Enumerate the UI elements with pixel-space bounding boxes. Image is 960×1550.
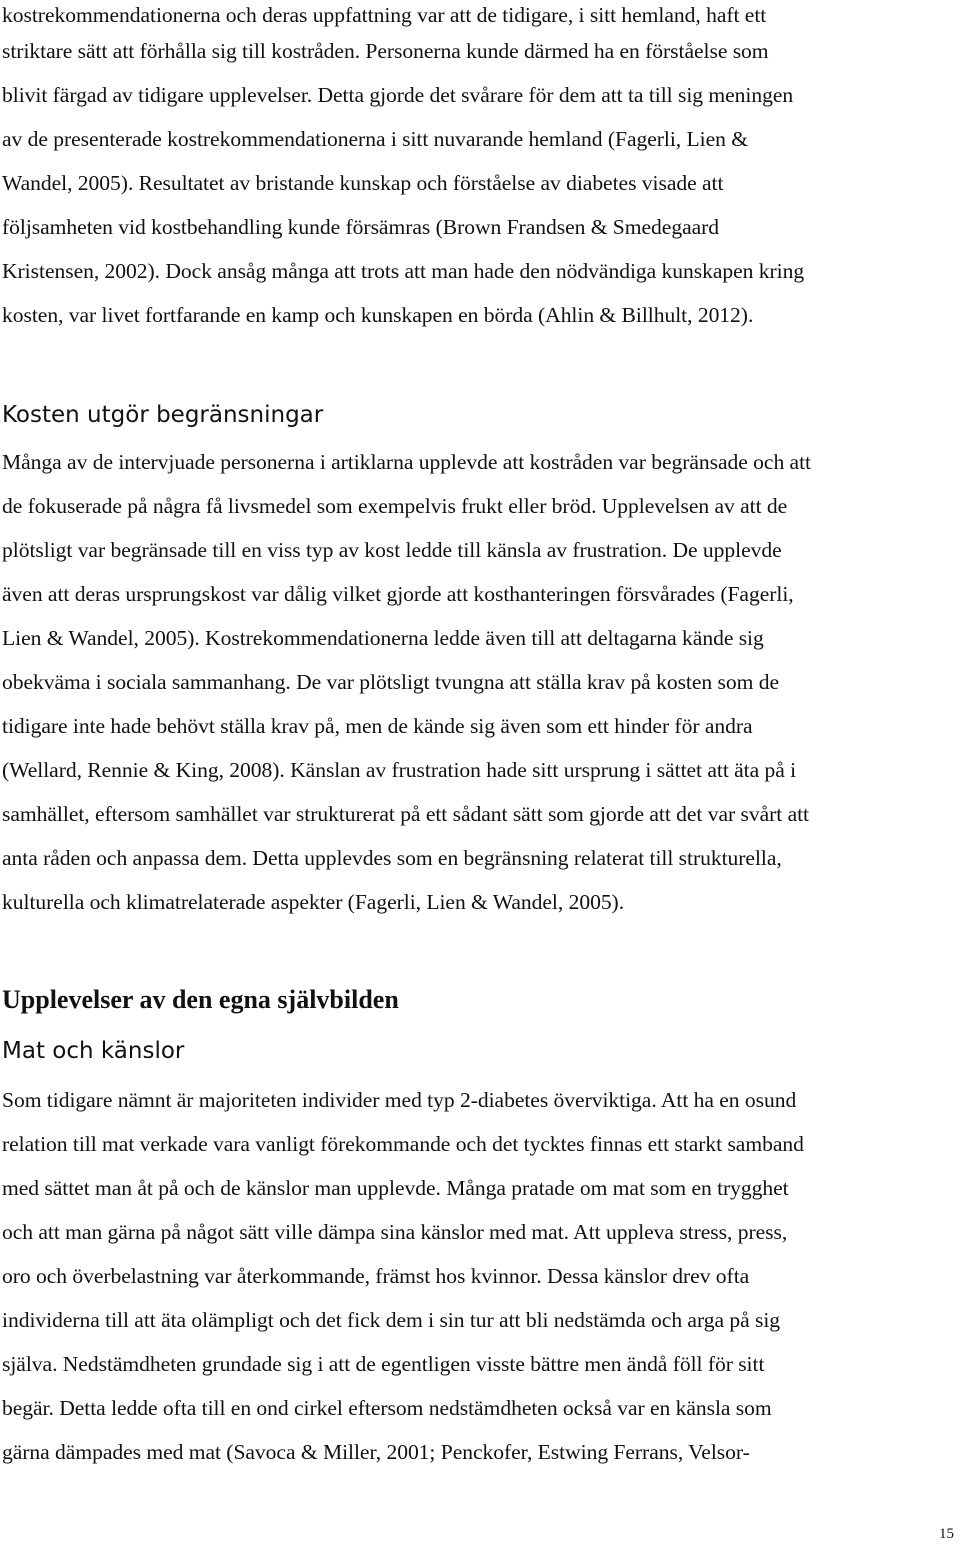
body-text-line: Wandel, 2005). Resultatet av bristande kunskap och förståelse av diabetes visade att: [2, 171, 724, 195]
body-text-line: av de presenterade kostrekommendationerna i sitt nuvarande hemland (Fagerli, Lien &: [2, 127, 748, 151]
body-text-line: relation till mat verkade vara vanligt förekommande och det tycktes finnas ett starkt samband: [2, 1132, 804, 1156]
body-text-line: Många av de intervjuade personerna i artiklarna upplevde att kostråden var begränsade och att: [2, 450, 811, 474]
body-text-line: även att deras ursprungskost var dålig vilket gjorde att kosthanteringen försvårades (Fagerli,: [2, 582, 794, 606]
body-text-line: obekväma i sociala sammanhang. De var plötsligt tvungna att ställa krav på kosten som de: [2, 670, 779, 694]
body-text-line: och att man gärna på något sätt ville dämpa sina känslor med mat. Att uppleva stress, press,: [2, 1220, 788, 1244]
body-text-line: oro och överbelastning var återkommande, främst hos kvinnor. Dessa känslor drev ofta: [2, 1264, 750, 1288]
body-text-line: kosten, var livet fortfarande en kamp och kunskapen en börda (Ahlin & Billhult, 2012).: [2, 303, 754, 327]
body-text-line: Kristensen, 2002). Dock ansåg många att trots att man hade den nödvändiga kunskapen kring: [2, 259, 805, 283]
subsection-heading: Mat och känslor: [2, 1038, 185, 1064]
body-text-line: kostrekommendationerna och deras uppfattning var att de tidigare, i sitt hemland, haft ett: [2, 3, 767, 27]
body-text-line: gärna dämpades med mat (Savoca & Miller, 2001; Penckofer, Estwing Ferrans, Velsor-: [2, 1440, 750, 1464]
section-heading: Upplevelser av den egna självbilden: [2, 985, 399, 1014]
body-text-line: själva. Nedstämdheten grundade sig i att de egentligen visste bättre men ändå föll för sitt: [2, 1352, 765, 1376]
body-text-line: följsamheten vid kostbehandling kunde försämras (Brown Frandsen & Smedegaard: [2, 215, 720, 239]
body-text-line: tidigare inte hade behövt ställa krav på, men de kände sig även som ett hinder för andra: [2, 714, 753, 738]
body-text-line: med sättet man åt på och de känslor man upplevde. Många pratade om mat som en trygghet: [2, 1176, 789, 1200]
page-number: 15: [939, 1526, 954, 1542]
body-text-line: kulturella och klimatrelaterade aspekter (Fagerli, Lien & Wandel, 2005).: [2, 890, 625, 914]
body-text-line: individerna till att äta olämpligt och det fick dem i sin tur att bli nedstämda och arga på sig: [2, 1308, 781, 1332]
body-text-line: plötsligt var begränsade till en viss typ av kost ledde till känsla av frustration. De upplevde: [2, 538, 782, 562]
body-text-line: (Wellard, Rennie & King, 2008). Känslan av frustration hade sitt ursprung i sättet att äta på i: [2, 758, 797, 782]
body-text-line: blivit färgad av tidigare upplevelser. Detta gjorde det svårare för dem att ta till sig meningen: [2, 83, 794, 107]
body-text-line: begär. Detta ledde ofta till en ond cirkel eftersom nedstämdheten också var en känsla som: [2, 1396, 772, 1420]
body-text-line: striktare sätt att förhålla sig till kostråden. Personerna kunde därmed ha en förståelse som: [2, 39, 769, 63]
body-text-line: Som tidigare nämnt är majoriteten individer med typ 2-diabetes överviktiga. Att ha en osund: [2, 1088, 797, 1112]
subsection-heading: Kosten utgör begränsningar: [2, 402, 324, 428]
body-text-line: de fokuserade på några få livsmedel som exempelvis frukt eller bröd. Upplevelsen av att de: [2, 494, 788, 518]
body-text-line: samhället, eftersom samhället var strukturerat på ett sådant sätt som gjorde att det var svårt att: [2, 802, 809, 826]
body-text-line: Lien & Wandel, 2005). Kostrekommendationerna ledde även till att deltagarna kände sig: [2, 626, 764, 650]
body-text-line: anta råden och anpassa dem. Detta upplevdes som en begränsning relaterat till strukturella,: [2, 846, 782, 870]
